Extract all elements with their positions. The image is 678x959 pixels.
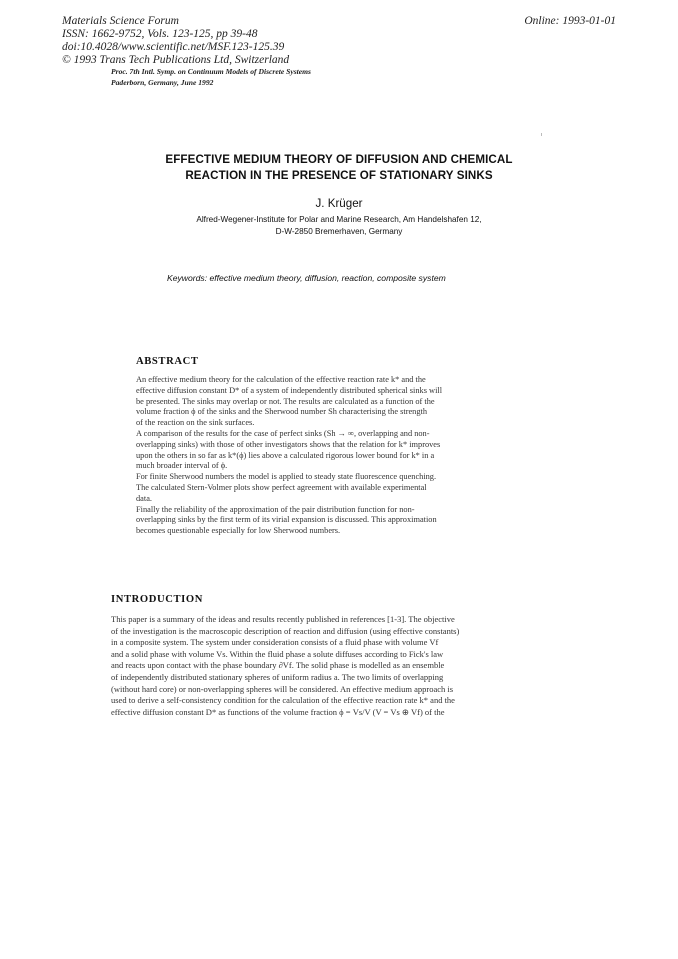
introduction-line: effective diffusion constant D* as functions of the volume fraction ϕ = Vs/V (V = Vs ⊕ Vf) of the — [111, 706, 445, 717]
abstract-line: data. — [136, 493, 152, 503]
abstract-line: upon the others in so far as k*(ϕ) lies above a calculated rigorous lower bound for k* in a — [136, 450, 435, 460]
journal-name: Materials Science Forum — [62, 15, 179, 27]
introduction-line: of independently distributed stationary spheres of uniform radius a. The two limits of overlapping — [111, 671, 444, 682]
copyright-line: © 1993 Trans Tech Publications Ltd, Switzerland — [62, 54, 290, 66]
abstract-heading: ABSTRACT — [136, 356, 199, 367]
abstract-line: An effective medium theory for the calculation of the effective reaction rate k* and the — [136, 375, 426, 384]
proceedings-note — [111, 67, 311, 88]
introduction-line: in a composite system. The system under consideration consists of a fluid phase with volume Vf — [111, 637, 439, 648]
abstract-line: be presented. The sinks may overlap or not. The results are calculated as a function of the — [136, 396, 435, 406]
abstract-line: becomes questionable especially for low Sherwood numbers. — [136, 526, 341, 536]
proceedings-line-2: Paderborn, Germany, June 1992 — [111, 77, 214, 87]
introduction-body — [111, 614, 567, 718]
journal-header — [62, 15, 289, 67]
introduction-line: and reacts upon contact with the phase boundary ∂Vf. The solid phase is modelled as an ensemble — [111, 660, 445, 671]
abstract-line: For finite Sherwood numbers the model is applied to steady state fluorescence quenching. — [136, 472, 437, 482]
introduction-line: (without hard core) or non-overlapping spheres will be considered. An effective medium approach is — [111, 683, 454, 694]
issn-line: ISSN: 1662-9752, Vols. 123-125, pp 39-48 — [62, 28, 258, 40]
doi-link[interactable]: doi:10.4028/www.scientific.net/MSF.123-125.39 — [62, 41, 285, 53]
affiliation-line-2: D-W-2850 Bremerhaven, Germany — [275, 226, 403, 236]
introduction-line: used to derive a self-consistency condition for the calculation of the effective reaction rate k* and the — [111, 695, 455, 706]
abstract-body — [136, 375, 542, 537]
abstract-line: volume fraction ϕ of the sinks and the Sherwood number Sh characterising the strength — [136, 407, 428, 417]
abstract-line: of the reaction on the sink surfaces. — [136, 418, 255, 428]
keywords: Keywords: effective medium theory, diffusion, reaction, composite system — [167, 273, 446, 283]
proceedings-line-1: Proc. 7th Intl. Symp. on Continuum Models of Discrete Systems — [111, 67, 311, 76]
scan-mark — [541, 133, 542, 136]
title-line-2: REACTION IN THE PRESENCE OF STATIONARY SINKS — [185, 168, 493, 182]
abstract-line: The calculated Stern-Volmer plots show perfect agreement with available experimental — [136, 482, 427, 492]
abstract-line: Finally the reliability of the approximation of the pair distribution function for non- — [136, 504, 415, 514]
abstract-line: effective diffusion constant D* of a system of independently distributed spherical sinks will — [136, 385, 443, 395]
author-name: J. Krüger — [315, 197, 363, 210]
online-date: Online: 1993-01-01 — [524, 15, 616, 27]
abstract-line: overlapping sinks) with those of other investigators shows that the relation for k* improves — [136, 439, 441, 449]
introduction-line: of the investigation is the macroscopic description of reaction and diffusion (using effective constants) — [111, 625, 460, 636]
paper-title — [64, 152, 614, 183]
abstract-line: much broader interval of ϕ. — [136, 461, 228, 471]
affiliation — [64, 214, 614, 237]
affiliation-line-1: Alfred-Wegener-Institute for Polar and Marine Research, Am Handelshafen 12, — [196, 215, 482, 224]
title-line-1: EFFECTIVE MEDIUM THEORY OF DIFFUSION AND CHEMICAL — [165, 153, 513, 166]
abstract-line: overlapping sinks by the first term of its virial expansion is discussed. This approximation — [136, 515, 437, 525]
introduction-line: and a solid phase with volume Vs. Within the fluid phase a solute diffuses according to Fick's law — [111, 648, 444, 659]
introduction-line: This paper is a summary of the ideas and results recently published in references [1-3]. The objective — [111, 614, 455, 624]
abstract-line: A comparison of the results for the case of perfect sinks (Sh → ∞, overlapping and non- — [136, 428, 430, 438]
introduction-heading: INTRODUCTION — [111, 594, 203, 605]
